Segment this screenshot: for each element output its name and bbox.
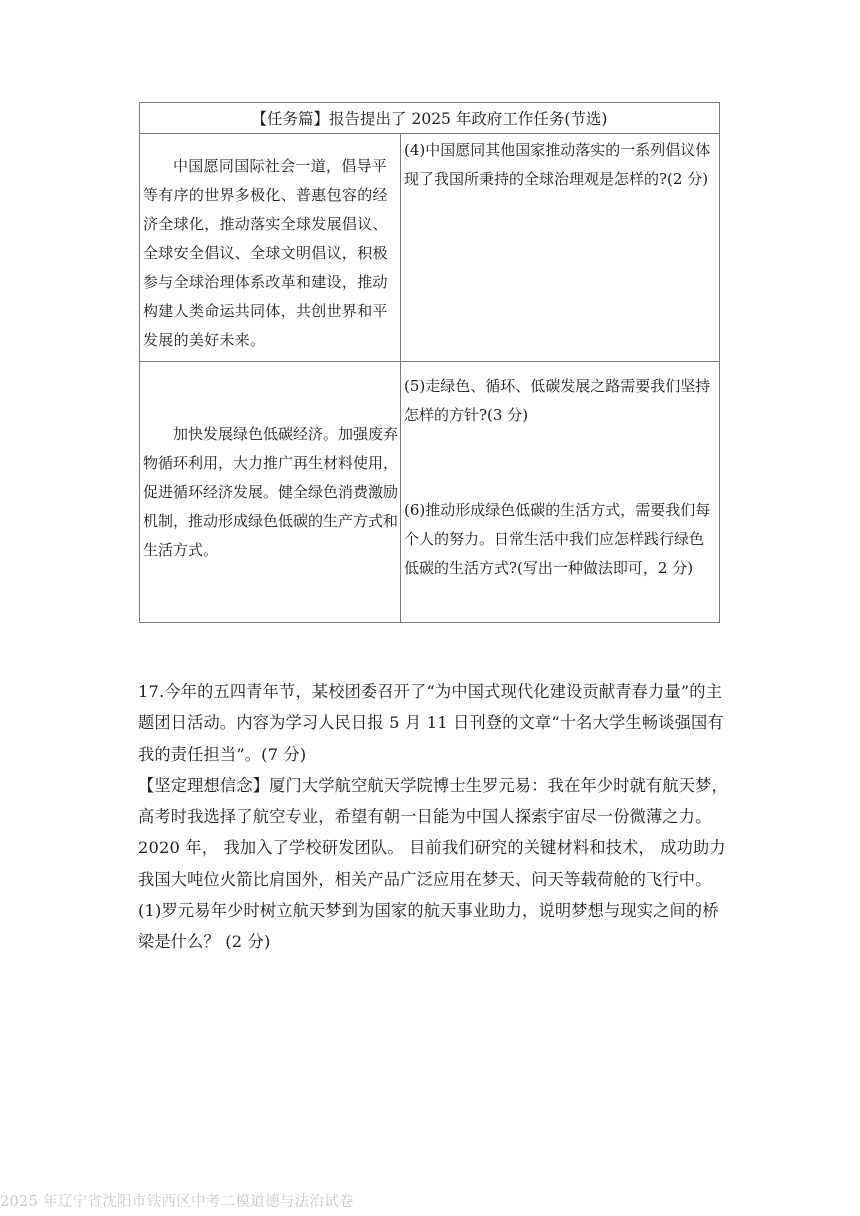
question-17 (138, 676, 728, 958)
page-footer: 2025 年辽宁省沈阳市铁西区中考二模道德与法治试卷 (0, 1194, 354, 1210)
table-row (140, 134, 720, 362)
question-cell (401, 362, 720, 623)
question-4: (4)中国愿同其他国家推动落实的一系列倡议体现了我国所秉持的全球治理观是怎样的?(2 分) (404, 141, 711, 188)
material-cell (140, 362, 401, 623)
question-cell (401, 134, 720, 362)
question-17-intro: 17.今年的五四青年节，某校团委召开了“为中国式现代化建设贡献青春力量”的主题团日活动。内容为学习人民日报 5 月 11 日刊登的文章“十名大学生畅谈强国有我的责任担当”。(7 分) (138, 682, 724, 764)
material-text: 中国愿同国际社会一道，倡导平等有序的世界多极化、普惠包容的经济全球化，推动落实全球发展倡议、全球安全倡议、全球文明倡议，积极参与全球治理体系改革和建设，推动构建人类命运共同体，共创世界和平发展的美好未来。 (143, 157, 388, 349)
table-header: 【任务篇】报告提出了 2025 年政府工作任务(节选) (140, 103, 720, 134)
question-17-sub-1: (1)罗元易年少时树立航天梦到为国家的航天事业助力，说明梦想与现实之间的桥梁是什么？ (2 分) (138, 901, 719, 952)
question-17-material: 【坚定理想信念】厦门大学航空航天学院博士生罗元易：我在年少时就有航天梦，高考时我选择了航空专业，希望有朝一日能为中国人探索宇宙尽一份微薄之力。2020 年， 我加入了学校研发团队。 目前我们研究的关键材料和技术， 成功助力我国大吨位火箭比肩国外，相关产品广泛应用在梦天、问天等载荷舱的飞行中。 (138, 775, 728, 889)
question-6: (6)推动形成绿色低碳的生活方式，需要我们每个人的努力。日常生活中我们应怎样践行绿色低碳的生活方式?(写出一种做法即可，2 分) (404, 501, 711, 577)
material-cell (140, 134, 401, 362)
material-text: 加快发展绿色低碳经济。加强废弃物循环利用，大力推广再生材料使用，促进循环经济发展。健全绿色消费激励机制，推动形成绿色低碳的生产方式和生活方式。 (143, 424, 399, 559)
task-table (139, 102, 720, 623)
question-5: (5)走绿色、循环、低碳发展之路需要我们坚持怎样的方针?(3 分) (404, 377, 711, 424)
table-row (140, 362, 720, 623)
